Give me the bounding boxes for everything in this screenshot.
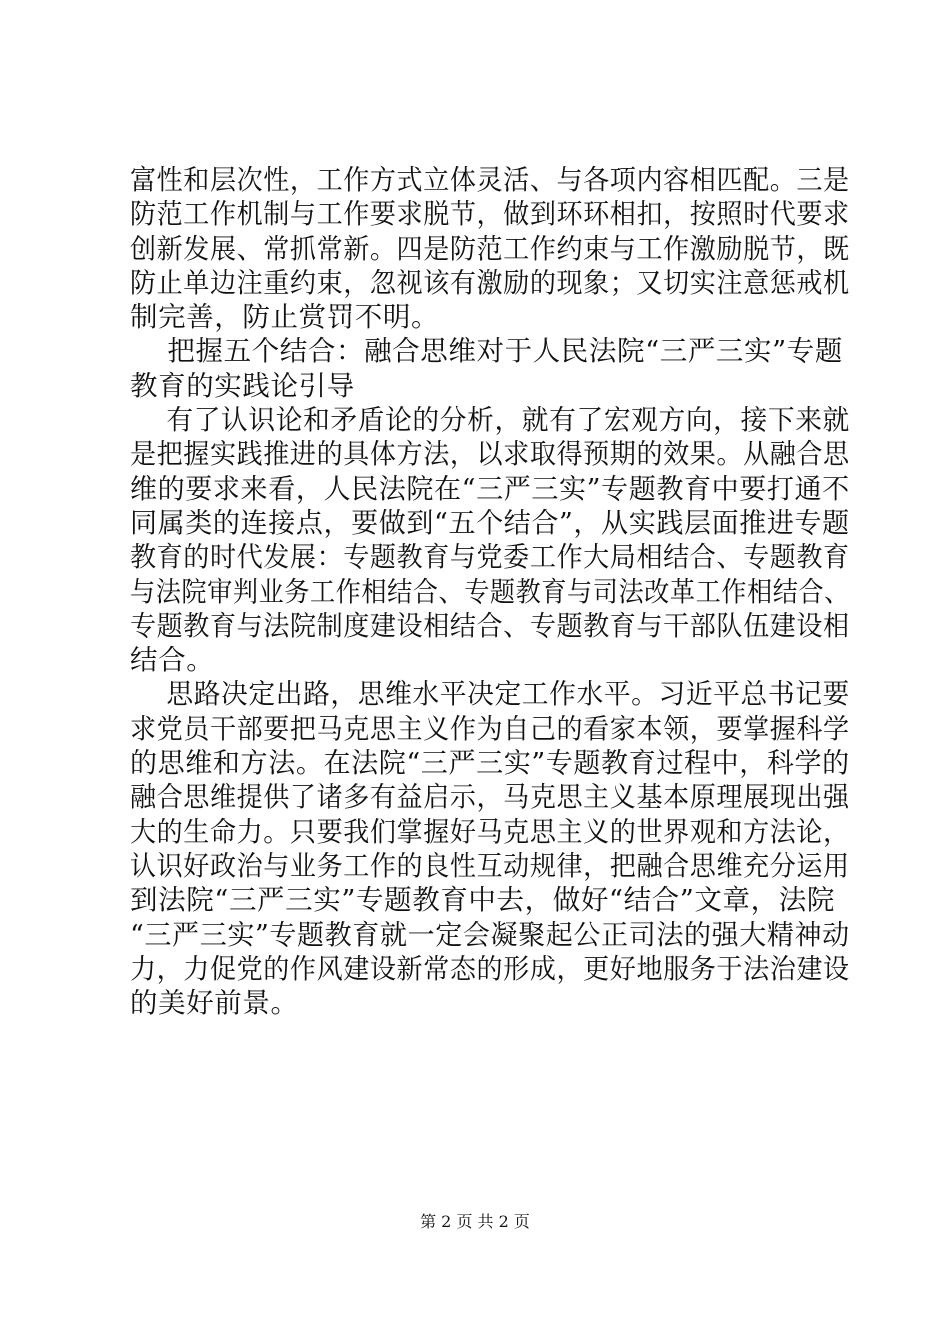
text-line: 到法院“三严三实”专题教育中去，做好“结合”文章，法院 <box>130 884 835 917</box>
text-line: 维的要求来看，人民法院在“三严三实”专题教育中要打通不 <box>130 472 850 505</box>
text-line: 求党员干部要把马克思主义作为自己的看家本领，要掌握科学 <box>130 712 850 745</box>
text-line: 防止单边注重约束，忽视该有激励的现象；又切实注意惩戒机 <box>130 266 850 299</box>
document-body <box>130 163 850 1020</box>
text-line: 教育的时代发展：专题教育与党委工作大局相结合、专题教育 <box>130 541 850 574</box>
text-line: 思路决定出路，思维水平决定工作水平。习近平总书记要 <box>130 678 850 711</box>
text-line: 是把握实践推进的具体方法，以求取得预期的效果。从融合思 <box>130 438 850 471</box>
text-line: 与法院审判业务工作相结合、专题教育与司法改革工作相结合、 <box>130 575 850 608</box>
text-line: 大的生命力。只要我们掌握好马克思主义的世界观和方法论， <box>130 815 850 848</box>
text-line: 有了认识论和矛盾论的分析，就有了宏观方向，接下来就 <box>130 404 850 437</box>
text-line: 创新发展、常抓常新。四是防范工作约束与工作激励脱节，既 <box>130 232 850 265</box>
text-line: 结合。 <box>130 644 215 677</box>
text-line: 的思维和方法。在法院“三严三实”专题教育过程中，科学的 <box>130 747 850 780</box>
text-line: 力，力促党的作风建设新常态的形成，更好地服务于法治建设 <box>130 952 850 985</box>
text-line: 富性和层次性，工作方式立体灵活、与各项内容相匹配。三是 <box>130 164 850 196</box>
text-line: 的美好前景。 <box>130 987 299 1020</box>
text-line: 同属类的连接点，要做到“五个结合”，从实践层面推进专题 <box>130 506 850 539</box>
text-line: 防范工作机制与工作要求脱节，做到环环相扣，按照时代要求 <box>130 198 850 231</box>
text-line: 专题教育与法院制度建设相结合、专题教育与干部队伍建设相 <box>130 609 850 642</box>
section-heading-line: 教育的实践论引导 <box>130 369 355 402</box>
text-line: 制完善，防止赏罚不明。 <box>130 301 440 334</box>
text-line: 认识好政治与业务工作的良性互动规律，把融合思维充分运用 <box>130 849 850 882</box>
text-line: 融合思维提供了诸多有益启示，马克思主义基本原理展现出强 <box>130 781 850 814</box>
text-line: “三严三实”专题教育就一定会凝聚起公正司法的强大精神动 <box>130 918 850 951</box>
page-number-footer: 第 2 页 共 2 页 <box>420 1212 530 1231</box>
section-heading-line: 把握五个结合：融合思维对于人民法院“三严三实”专题 <box>130 335 843 368</box>
